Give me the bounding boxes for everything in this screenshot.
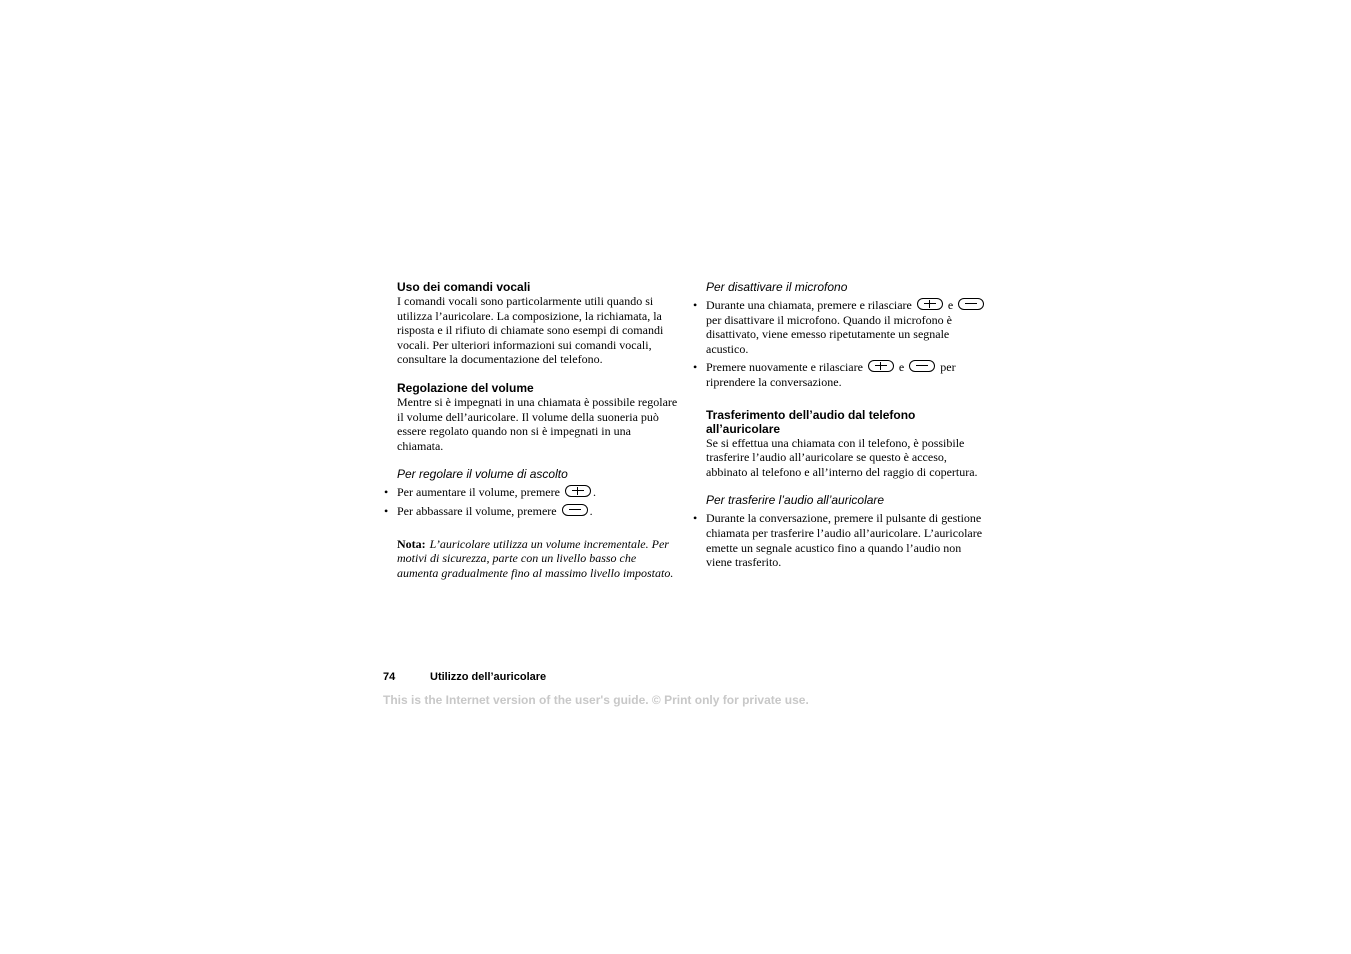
list-item <box>706 360 988 389</box>
bullet-text: Durante la conversazione, premere il pulsante di gestione chiamata per trasferire l’audio all’auricolare. L’auricolare emette un segnale acustico fino a quando l’audio non viene trasferito. <box>706 511 983 570</box>
volume-up-key-icon <box>565 485 591 497</box>
paragraph-volume: Mentre si è impegnati in una chiamata è possibile regolare il volume dell’auricolare. Il volume della suoneria può essere regolato quando non si è impegnati in una chiamata. <box>397 394 678 453</box>
list-item <box>706 511 988 569</box>
subheading-transfer-to-headset: Per trasferire l’audio all’auricolare <box>706 493 885 508</box>
left-column <box>397 280 679 580</box>
volume-down-key-icon <box>562 504 588 516</box>
bullet-text: e <box>947 298 954 312</box>
list-item: • Per abbassare il volume, premere . <box>397 504 679 519</box>
paragraph-transfer-audio: Se si effettua una chiamata con il telefono, è possibile trasferire l’audio all’auricolare se questo è acceso, abbinato al telefono e all’interno del raggio di copertura. <box>706 435 978 479</box>
volume-down-key-icon <box>909 360 935 372</box>
subheading-adjust-volume: Per regolare il volume di ascolto <box>397 467 568 482</box>
heading-voice-commands: Uso dei comandi vocali <box>397 280 531 294</box>
heading-volume: Regolazione del volume <box>397 380 534 395</box>
paragraph-voice-commands: I comandi vocali sono particolarmente utili quando si utilizza l’auricolare. La composizione, la richiamata, la risposta e il rifiuto di chiamate sono esempi di comandi vocali. Per ulteriori informazioni sui comandi vocali, consultare la documentazione del telefono. <box>397 294 664 367</box>
note-text: L’auricolare utilizza un volume incrementale. Per motivi di sicurezza, parte con un livello basso che aumenta gradualmente fino al massimo livello impostato. <box>397 536 674 580</box>
bullet-text: Durante una chiamata, premere e rilasciare <box>706 298 912 312</box>
bullet-text: e <box>898 360 905 375</box>
list-adjust-volume <box>397 485 679 518</box>
list-transfer-to-headset <box>706 511 988 569</box>
right-column <box>706 280 988 574</box>
watermark: This is the Internet version of the user's guide. © Print only for private use. <box>383 693 809 707</box>
subheading-mute-microphone: Per disattivare il microfono <box>706 280 848 294</box>
bullet-text: Per abbassare il volume, premere <box>397 503 557 518</box>
section-name: Utilizzo dell’auricolare <box>430 671 547 683</box>
bullet-text: Premere nuovamente e rilasciare <box>706 360 863 375</box>
volume-down-key-icon <box>958 298 984 310</box>
list-mute-microphone <box>706 298 988 390</box>
page-number: 74 <box>383 671 396 683</box>
note <box>397 537 679 581</box>
heading-transfer-audio: Trasferimento dell’audio dal telefono all’auricolare <box>706 407 916 436</box>
bullet-text: per riprendere la conversazione. <box>706 360 956 389</box>
list-item <box>706 298 988 356</box>
page-footer <box>383 671 546 683</box>
volume-up-key-icon <box>868 360 894 372</box>
list-item: • Per aumentare il volume, premere . <box>397 485 679 500</box>
bullet-text: Per aumentare il volume, premere <box>397 485 560 500</box>
bullet-text: per disattivare il microfono. Quando il microfono è disattivato, viene emesso ripetutamente un segnale acustico. <box>706 312 952 356</box>
volume-up-key-icon <box>917 298 943 310</box>
note-label: Nota: <box>397 536 426 551</box>
